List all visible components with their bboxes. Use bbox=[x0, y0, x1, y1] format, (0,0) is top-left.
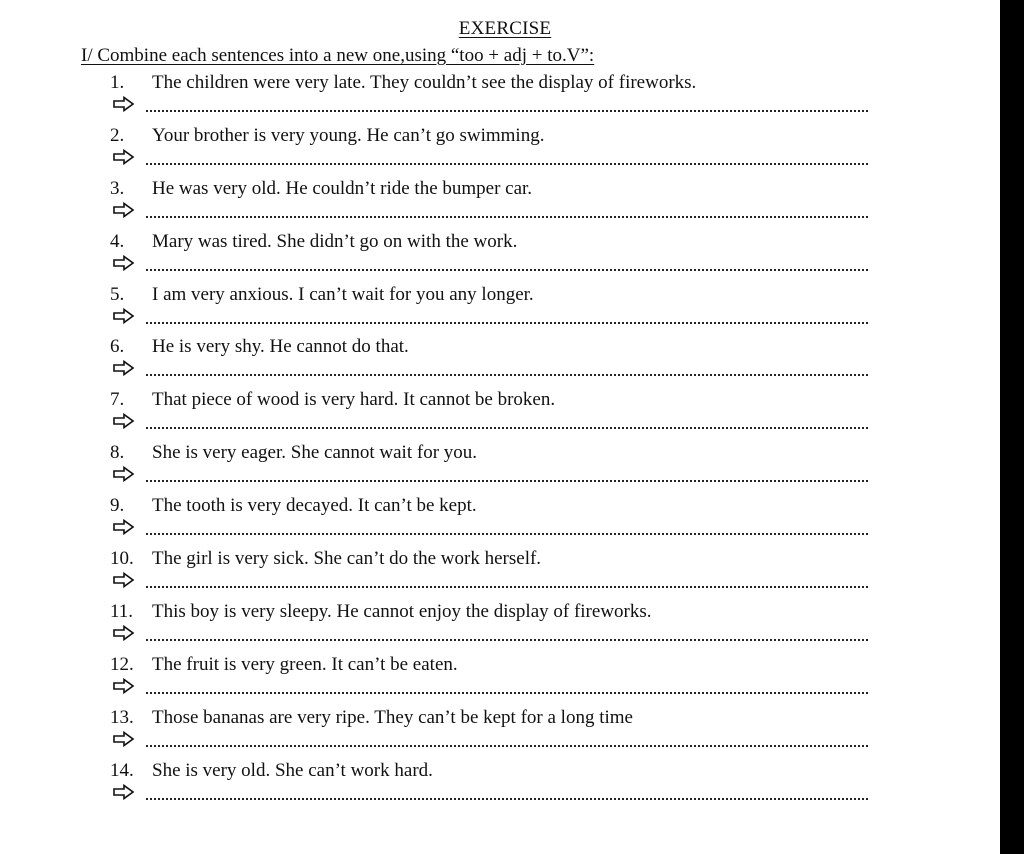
right-arrow-icon bbox=[111, 148, 137, 166]
right-arrow-icon bbox=[111, 677, 137, 695]
answer-line[interactable] bbox=[146, 692, 868, 694]
item-number: 13. bbox=[110, 706, 134, 728]
item-sentence: Those bananas are very ripe. They can’t be kept for a long time bbox=[152, 706, 633, 728]
answer-line[interactable] bbox=[146, 745, 868, 747]
item-sentence: Mary was tired. She didn’t go on with the work. bbox=[152, 230, 518, 252]
item-number: 1. bbox=[110, 72, 125, 93]
exercise-item bbox=[0, 758, 1000, 811]
item-number: 14. bbox=[110, 759, 134, 781]
item-sentence: He is very shy. He cannot do that. bbox=[152, 336, 409, 358]
item-number: 4. bbox=[110, 230, 125, 252]
item-number: 8. bbox=[110, 442, 125, 464]
answer-line[interactable] bbox=[146, 110, 868, 112]
exercise-item bbox=[0, 652, 1000, 705]
right-arrow-icon bbox=[111, 307, 137, 325]
exercise-item bbox=[0, 229, 1000, 282]
right-arrow-icon bbox=[111, 412, 137, 430]
answer-line[interactable] bbox=[146, 216, 868, 218]
exercise-item bbox=[0, 387, 1000, 440]
item-sentence: The children were very late. They couldn’t see the display of fireworks. bbox=[152, 72, 697, 93]
answer-line[interactable] bbox=[146, 533, 868, 535]
exercise-item bbox=[0, 705, 1000, 758]
item-number: 11. bbox=[110, 600, 134, 622]
right-arrow-icon bbox=[111, 571, 137, 589]
item-sentence: The girl is very sick. She can’t do the work herself. bbox=[152, 548, 542, 570]
exercise-item bbox=[0, 176, 1000, 229]
exercise-item bbox=[0, 599, 1000, 652]
answer-line[interactable] bbox=[146, 639, 868, 641]
exercise-item bbox=[0, 546, 1000, 599]
item-sentence: That piece of wood is very hard. It cannot be broken. bbox=[152, 389, 556, 411]
right-arrow-icon bbox=[111, 201, 137, 219]
item-number: 5. bbox=[110, 283, 125, 305]
answer-line[interactable] bbox=[146, 374, 868, 376]
item-sentence: He was very old. He couldn’t ride the bumper car. bbox=[152, 177, 533, 199]
exercise-item bbox=[0, 493, 1000, 546]
answer-line[interactable] bbox=[146, 322, 868, 324]
answer-line[interactable] bbox=[146, 798, 868, 800]
item-sentence: She is very eager. She cannot wait for you. bbox=[152, 442, 478, 464]
answer-line[interactable] bbox=[146, 163, 868, 165]
exercise-title: EXERCISE bbox=[458, 18, 552, 39]
right-arrow-icon bbox=[111, 465, 137, 483]
exercise-item bbox=[0, 334, 1000, 387]
exercise-item bbox=[0, 70, 1000, 123]
right-arrow-icon bbox=[111, 95, 137, 113]
exercise-instruction: I/ Combine each sentences into a new one,using “too + adj + to.V”: bbox=[81, 45, 595, 66]
item-number: 6. bbox=[110, 336, 125, 358]
exercise-list bbox=[0, 70, 1000, 810]
right-arrow-icon bbox=[111, 359, 137, 377]
right-arrow-icon bbox=[111, 254, 137, 272]
item-sentence: I am very anxious. I can’t wait for you any longer. bbox=[152, 283, 534, 305]
right-arrow-icon bbox=[111, 624, 137, 642]
answer-line[interactable] bbox=[146, 586, 868, 588]
answer-line[interactable] bbox=[146, 269, 868, 271]
item-number: 7. bbox=[110, 389, 125, 411]
right-arrow-icon bbox=[111, 783, 137, 801]
right-arrow-icon bbox=[111, 730, 137, 748]
item-sentence: This boy is very sleepy. He cannot enjoy the display of fireworks. bbox=[152, 600, 652, 622]
exercise-item bbox=[0, 440, 1000, 493]
item-number: 12. bbox=[110, 653, 134, 675]
item-number: 10. bbox=[110, 548, 134, 570]
item-number: 9. bbox=[110, 495, 125, 517]
item-sentence: Your brother is very young. He can’t go swimming. bbox=[152, 124, 545, 146]
answer-line[interactable] bbox=[146, 480, 868, 482]
answer-line[interactable] bbox=[146, 427, 868, 429]
item-sentence: The tooth is very decayed. It can’t be kept. bbox=[152, 495, 477, 517]
right-arrow-icon bbox=[111, 518, 137, 536]
item-number: 2. bbox=[110, 124, 125, 146]
exercise-item bbox=[0, 282, 1000, 335]
item-number: 3. bbox=[110, 177, 125, 199]
exercise-item bbox=[0, 123, 1000, 176]
item-sentence: She is very old. She can’t work hard. bbox=[152, 759, 433, 781]
item-sentence: The fruit is very green. It can’t be eaten. bbox=[152, 653, 458, 675]
